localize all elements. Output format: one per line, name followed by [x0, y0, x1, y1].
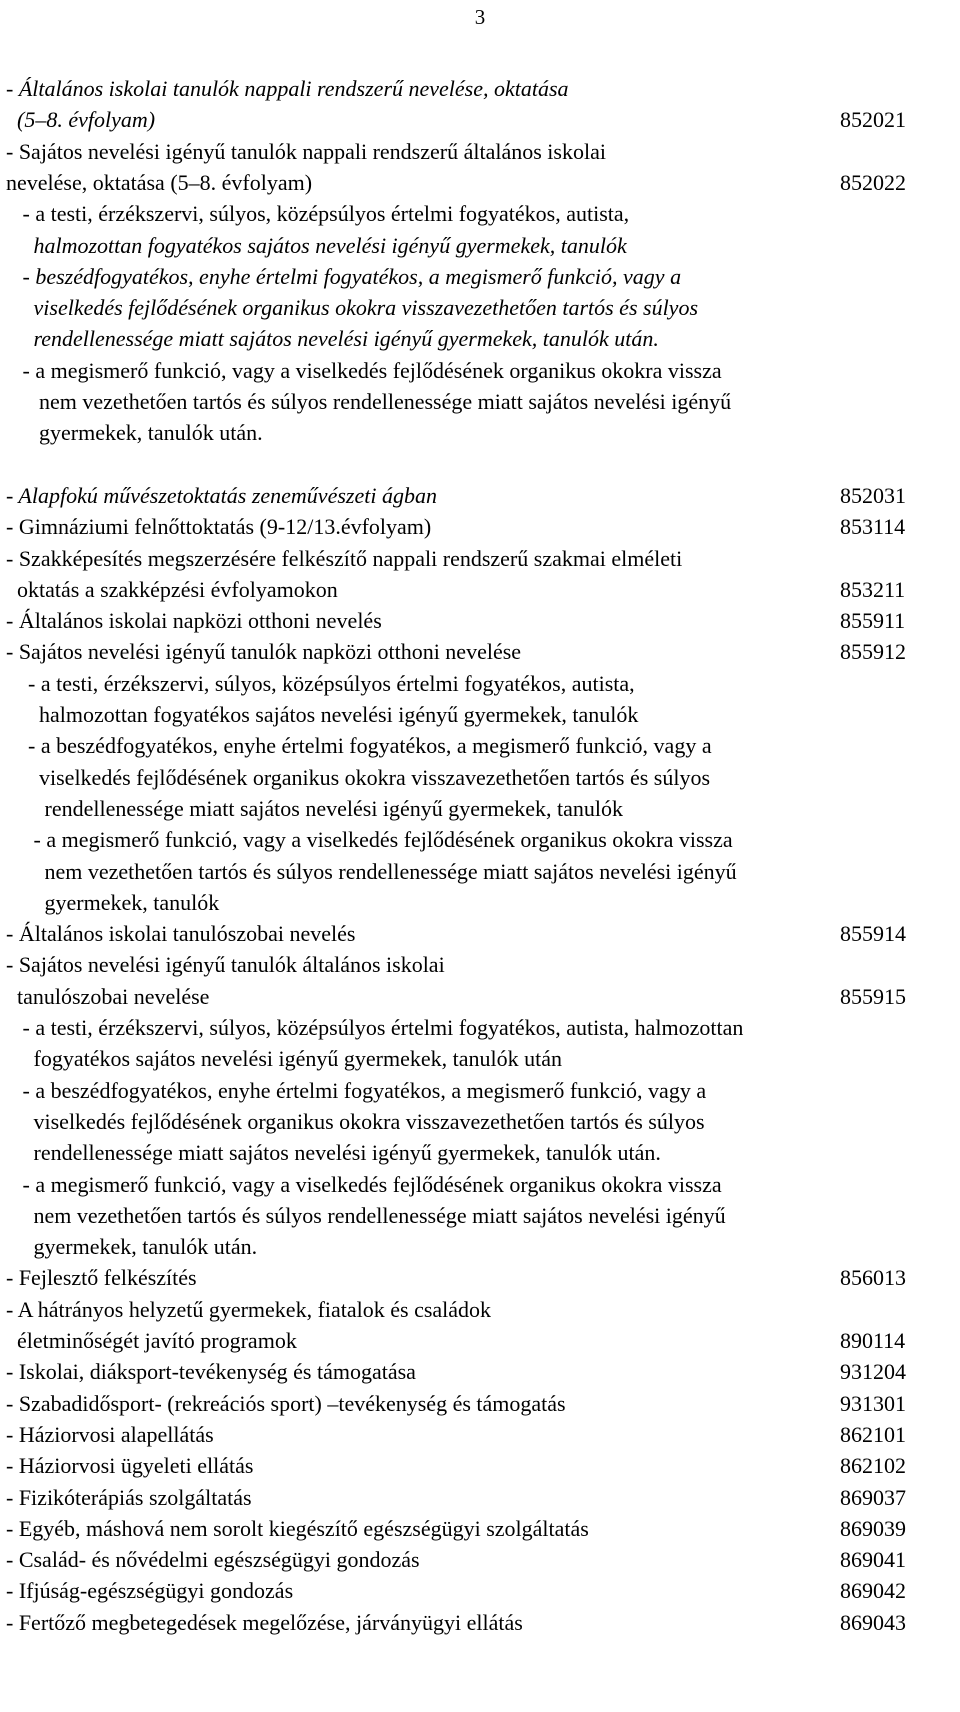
teaor-code: 931301 [840, 1390, 906, 1416]
line-text: - Sajátos nevelési igényű tanulók napközi otthoni nevelése [6, 639, 522, 665]
line-text: (5–8. évfolyam) [17, 107, 156, 133]
teaor-code: 852021 [840, 107, 906, 133]
line-text: nem vezethetően tartós és súlyos rendellenessége miatt sajátos nevelési igényű [33, 1202, 726, 1228]
teaor-code: 852031 [840, 482, 906, 508]
teaor-code: 890114 [840, 1328, 906, 1353]
line-text: halmozottan fogyatékos sajátos nevelési igényű gyermekek, tanulók [39, 702, 639, 727]
teaor-code: 855911 [840, 608, 906, 634]
line-text: - a beszédfogyatékos, enyhe értelmi fogyatékos, a megismerő funkció, vagy a [28, 733, 712, 759]
line-text: - a megismerő funkció, vagy a viselkedés fejlődésének organikus okokra vissza [33, 827, 733, 853]
line-text: - Gimnáziumi felnőttoktatás (9-12/13.évfolyam) [6, 514, 432, 540]
line-text: - Család- és nővédelmi egészségügyi gondozás [6, 1547, 420, 1573]
line-text: - Általános iskolai tanulószobai nevelés [6, 921, 356, 947]
teaor-code: 852022 [840, 169, 906, 195]
line-text: rendellenessége miatt sajátos nevelési igényű gyermekek, tanulók után. [33, 1140, 661, 1166]
line-text: - beszédfogyatékos, enyhe értelmi fogyatékos, a megismerő funkció, vagy a [22, 263, 682, 289]
line-text: - Általános iskolai napközi otthoni nevelés [6, 608, 382, 634]
teaor-code: 869042 [840, 1578, 906, 1604]
line-text: - Általános iskolai tanulók nappali rendszerű nevelése, oktatása [6, 76, 569, 101]
line-text: viselkedés fejlődésének organikus okokra visszavezethetően tartós és súlyos [33, 1108, 705, 1134]
line-text: - Ifjúság-egészségügyi gondozás [6, 1578, 294, 1604]
line-text: - Alapfokú művészetoktatás zeneművészeti ágban [6, 482, 437, 508]
line-text: rendellenessége miatt sajátos nevelési igényű gyermekek, tanulók [44, 795, 624, 821]
line-text: - Szabadidősport- (rekreációs sport) –tevékenység és támogatás [6, 1390, 566, 1416]
teaor-code: 856013 [840, 1265, 906, 1291]
teaor-code: 862101 [840, 1421, 906, 1447]
line-text: gyermekek, tanulók [44, 889, 220, 915]
teaor-code: 853211 [840, 576, 906, 602]
line-text: - Egyéb, máshová nem sorolt kiegészítő egészségügyi szolgáltatás [6, 1515, 589, 1541]
line-text: - Szakképesítés megszerzésére felkészítő nappali rendszerű szakmai elméleti [6, 545, 683, 571]
line-text: nem vezethetően tartós és súlyos rendellenessége miatt sajátos nevelési igényű [44, 858, 737, 884]
line-text: - Háziorvosi ügyeleti ellátás [6, 1453, 254, 1479]
line-text: gyermekek, tanulók után. [39, 420, 263, 446]
line-text: fogyatékos sajátos nevelési igényű gyermekek, tanulók után [33, 1046, 562, 1072]
teaor-code: 869041 [840, 1547, 906, 1573]
teaor-code: 855914 [840, 921, 906, 947]
line-text: nevelése, oktatása (5–8. évfolyam) [6, 169, 313, 195]
line-text: gyermekek, tanulók után. [33, 1234, 258, 1260]
teaor-code: 862102 [840, 1453, 906, 1479]
line-text: - a megismerő funkció, vagy a viselkedés fejlődésének organikus okokra vissza [22, 357, 722, 383]
line-text: - Fizikóterápiás szolgáltatás [6, 1484, 252, 1510]
teaor-code: 869039 [840, 1515, 906, 1541]
teaor-code: 855915 [840, 983, 906, 1009]
line-text: - Sajátos nevelési igényű tanulók nappali rendszerű általános iskolai [6, 138, 606, 164]
line-text: tanulószobai nevelése [17, 983, 210, 1009]
page-number: 3 [474, 5, 486, 29]
teaor-code: 869043 [840, 1609, 906, 1635]
teaor-code: 853114 [840, 514, 906, 540]
line-text: - a testi, érzékszervi, súlyos, középsúlyos értelmi fogyatékos, autista, [22, 201, 630, 227]
line-text: - Iskolai, diáksport-tevékenység és támogatása [6, 1359, 416, 1385]
line-text: - a testi, érzékszervi, súlyos, középsúlyos értelmi fogyatékos, autista, halmozottan [22, 1015, 744, 1040]
line-text: - a beszédfogyatékos, enyhe értelmi fogyatékos, a megismerő funkció, vagy a [22, 1077, 707, 1103]
line-text: - a megismerő funkció, vagy a viselkedés fejlődésének organikus okokra vissza [22, 1171, 722, 1197]
line-text: - a testi, érzékszervi, súlyos, középsúlyos értelmi fogyatékos, autista, [28, 670, 635, 696]
line-text: viselkedés fejlődésének organikus okokra visszavezethetően tartós és súlyos [33, 295, 699, 321]
line-text: - Háziorvosi alapellátás [6, 1421, 214, 1447]
line-text: - Fejlesztő felkészítés [6, 1265, 197, 1291]
line-text: életminőségét javító programok [17, 1328, 297, 1353]
line-text: - Sajátos nevelési igényű tanulók általános iskolai [6, 952, 445, 978]
teaor-code: 855912 [840, 639, 906, 665]
teaor-code: 869037 [840, 1484, 906, 1510]
teaor-code: 931204 [840, 1359, 906, 1385]
line-text: oktatás a szakképzési évfolyamokon [17, 576, 338, 602]
line-text: halmozottan fogyatékos sajátos nevelési igényű gyermekek, tanulók [33, 232, 627, 258]
line-text: viselkedés fejlődésének organikus okokra visszavezethetően tartós és súlyos [39, 764, 711, 790]
line-text: rendellenessége miatt sajátos nevelési igényű gyermekek, tanulók után. [33, 326, 659, 352]
line-text: - A hátrányos helyzetű gyermekek, fiatalok és családok [6, 1296, 492, 1322]
line-text: - Fertőző megbetegedések megelőzése, járványügyi ellátás [6, 1609, 523, 1635]
line-text: nem vezethetően tartós és súlyos rendellenessége miatt sajátos nevelési igényű [39, 389, 732, 414]
